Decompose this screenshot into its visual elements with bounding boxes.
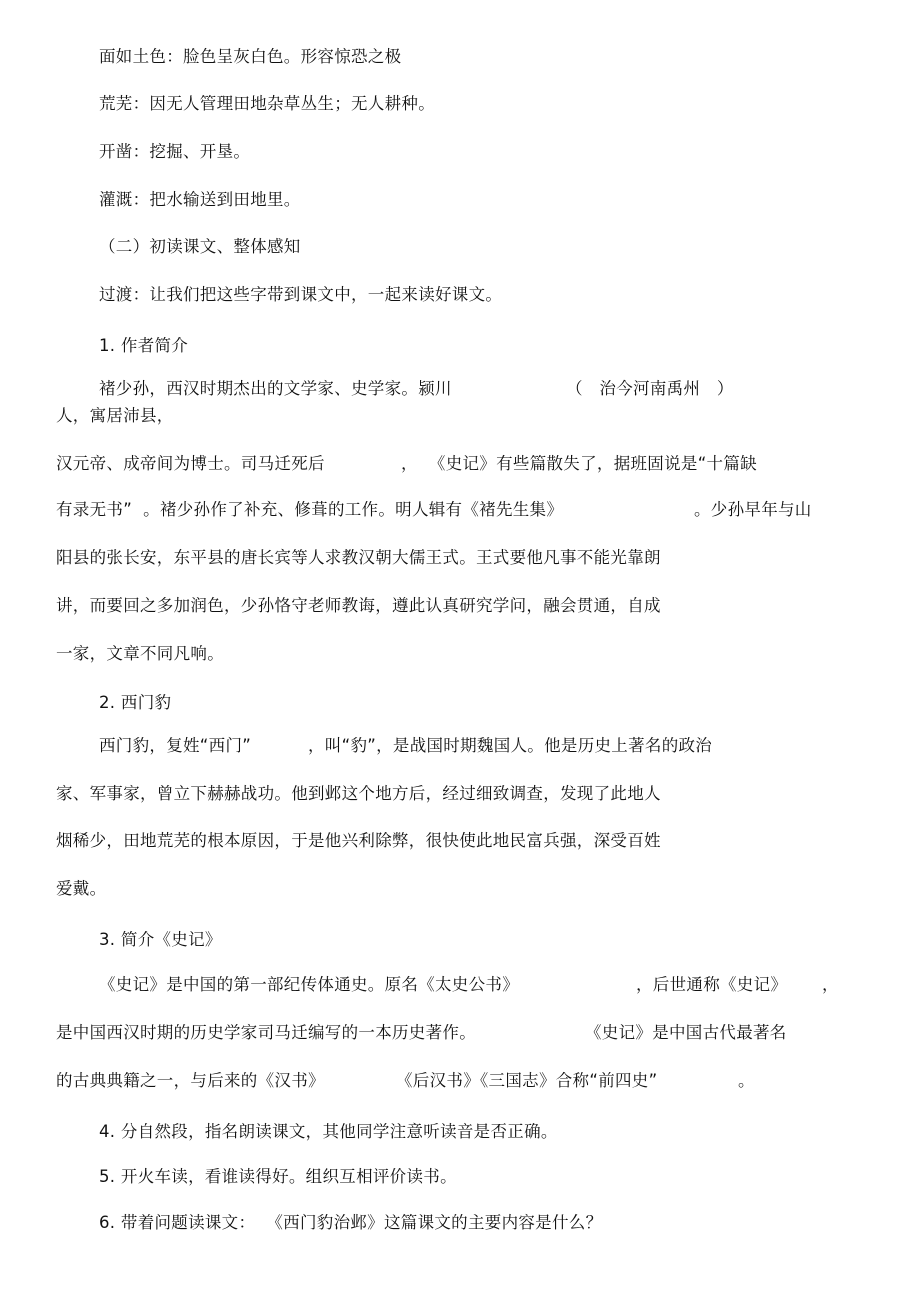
- shiji-para-line-3c: 。: [738, 1071, 755, 1090]
- author-para-line-6: 讲，而要回之多加润色，少孙恪守老师教诲，遵此认真研究学问，融会贯通，自成: [56, 596, 661, 615]
- author-para-line-1a: 褚少孙，西汉时期杰出的文学家、史学家。颍川: [99, 379, 452, 398]
- vocab-huangwu: 荒芜：因无人管理田地杂草丛生；无人耕种。: [99, 94, 435, 113]
- transition-text: 过渡：让我们把这些字带到课文中，一起来读好课文。: [99, 285, 503, 304]
- ximenbao-para-line-4: 爱戴。: [56, 879, 107, 898]
- item-3-shiji-intro: 3. 简介《史记》: [99, 930, 222, 949]
- item-5-train-reading: 5. 开火车读，看谁读得好。组织互相评价读书。: [99, 1167, 457, 1186]
- shiji-para-line-3a: 的古典典籍之一，与后来的《汉书》: [56, 1071, 325, 1090]
- shiji-para-line-1c: ，: [822, 975, 839, 994]
- author-para-line-3a: 汉元帝、成帝间为博士。司马迁死后: [56, 454, 325, 473]
- shiji-para-line-1a: 《史记》是中国的第一部纪传体通史。原名《太史公书》: [99, 975, 519, 994]
- author-para-line-4a: 有录无书” 。褚少孙作了补充、修葺的工作。明人辑有《褚先生集》: [56, 500, 564, 519]
- ximenbao-para-line-2: 家、军事家，曾立下赫赫战功。他到邺这个地方后，经过细致调查，发现了此地人: [56, 784, 661, 803]
- item-1-author-intro: 1. 作者简介: [99, 336, 189, 355]
- author-para-line-1b: （ 治今河南禹州 ）: [566, 379, 734, 398]
- ximenbao-para-line-1b: ，叫“豹”，是战国时期魏国人。他是历史上著名的政治: [308, 736, 713, 755]
- shiji-para-line-2a: 是中国西汉时期的历史学家司马迁编写的一本历史著作。: [56, 1023, 476, 1042]
- vocab-guangai: 灌溉：把水输送到田地里。: [99, 190, 301, 209]
- author-para-line-2: 人，寓居沛县，: [56, 406, 174, 425]
- shiji-para-line-2b: 《史记》是中国古代最著名: [585, 1023, 787, 1042]
- author-para-line-4b: 。少孙早年与山: [694, 500, 812, 519]
- shiji-para-line-1b: ，后世通称《史记》: [636, 975, 788, 994]
- author-para-line-5: 阳县的张长安，东平县的唐长宾等人求教汉朝大儒王式。王式要他凡事不能光靠朗: [56, 548, 661, 567]
- shiji-para-line-3b: 《后汉书》《三国志》合称“前四史”: [396, 1071, 658, 1090]
- vocab-kaizao: 开凿：挖掘、开垦。: [99, 142, 251, 161]
- ximenbao-para-line-3: 烟稀少，田地荒芜的根本原因，于是他兴利除弊，很快使此地民富兵强，深受百姓: [56, 831, 661, 850]
- ximenbao-para-line-1a: 西门豹，复姓“西门”: [99, 736, 252, 755]
- vocab-mianrutuse: 面如土色：脸色呈灰白色。形容惊恐之极: [99, 47, 402, 66]
- author-para-line-7: 一家，文章不同凡响。: [56, 644, 224, 663]
- section-heading-first-reading: （二）初读课文、整体感知: [99, 237, 301, 256]
- item-4-read-paragraphs: 4. 分自然段，指名朗读课文，其他同学注意听读音是否正确。: [99, 1122, 558, 1141]
- item-6-question-reading: 6. 带着问题读课文： 《西门豹治邺》这篇课文的主要内容是什么？: [99, 1213, 603, 1232]
- author-para-line-3b: ， 《史记》有些篇散失了，据班固说是“十篇缺: [401, 454, 757, 473]
- item-2-ximenbao: 2. 西门豹: [99, 693, 172, 712]
